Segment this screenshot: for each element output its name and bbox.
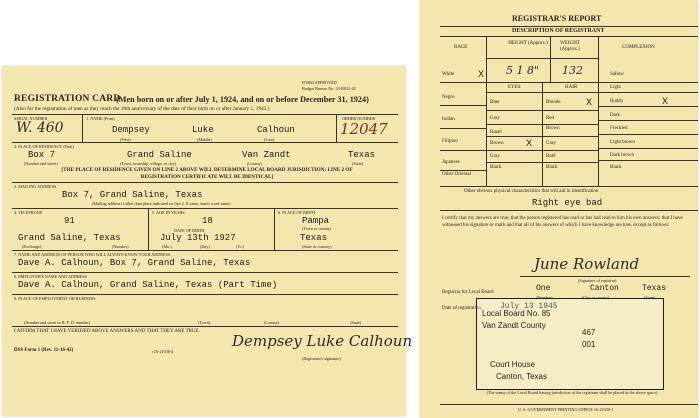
birthplace-label: 6. PLACE OF BIRTH bbox=[278, 210, 316, 215]
height-header: HEIGHT (Approx.) bbox=[508, 41, 548, 46]
residence-state: Texas bbox=[348, 150, 376, 160]
complexion-header: COMPLEXION bbox=[622, 45, 655, 50]
registrars-report-back bbox=[420, 0, 698, 418]
mailing-label: 3. MAILING ADDRESS bbox=[14, 184, 57, 189]
board-caption-number: (Number) bbox=[536, 295, 553, 300]
race-white: White bbox=[442, 72, 455, 77]
telephone-label: 4. TELEPHONE bbox=[14, 210, 43, 215]
complexion-light: Light bbox=[610, 85, 621, 90]
hair-red: Red bbox=[546, 116, 555, 121]
order-label: ORDER NUMBER bbox=[342, 116, 376, 121]
birthplace-caption-town: (Town or county) bbox=[302, 226, 332, 231]
date-label: Date of registration bbox=[442, 306, 481, 311]
birthplace-state: Texas bbox=[300, 233, 328, 243]
dob-caption-day: (Day) bbox=[200, 244, 210, 249]
telephone-value: 91 bbox=[64, 216, 75, 226]
race-filipino: Filipino bbox=[442, 139, 458, 144]
board-city: Canton bbox=[590, 284, 619, 293]
employment-caption-street: (Number and street or R. F. D. number) bbox=[24, 320, 91, 325]
serial-label: SERIAL NUMBER bbox=[14, 116, 48, 121]
registrar-for-label: Registrar for Local Board bbox=[442, 290, 494, 295]
eyes-brown-mark: X bbox=[526, 138, 533, 148]
complexion-dark-brown: Dark brown bbox=[610, 153, 635, 158]
report-title: REGISTRAR'S REPORT bbox=[512, 14, 602, 23]
stamp-court-house: Court House bbox=[490, 360, 535, 369]
eyes-black: Black bbox=[490, 165, 502, 170]
hair-header: HAIR bbox=[565, 85, 578, 90]
dob-value: July 13th 1927 bbox=[160, 233, 236, 243]
complexion-sallow: Sallow bbox=[610, 72, 624, 77]
complexion-dark: Dark bbox=[610, 113, 620, 118]
race-white-mark: X bbox=[478, 69, 485, 79]
hair-gray: Gray bbox=[546, 141, 556, 146]
residence-town: Grand Saline bbox=[127, 150, 192, 160]
birthplace-caption-state: (State or country) bbox=[302, 244, 332, 249]
card-subtitle: (Men born on or after July 1, 1924, and on or before December 31, 1924) bbox=[116, 95, 369, 104]
card-title: REGISTRATION CARD bbox=[14, 94, 121, 104]
eyes-brown: Brown bbox=[490, 141, 504, 146]
date-value: July 13 1945 bbox=[500, 302, 558, 311]
complexion-ruddy-mark: X bbox=[662, 96, 669, 106]
hair-brown: Brown bbox=[546, 126, 560, 131]
stamp-code-2: 001 bbox=[582, 340, 596, 349]
order-value: 12047 bbox=[340, 120, 388, 138]
first-name: Dempsey bbox=[112, 125, 150, 135]
weight-value: 132 bbox=[562, 64, 583, 77]
eyes-gray-2: Gray bbox=[490, 154, 500, 159]
race-negro: Negro bbox=[442, 95, 455, 100]
eyes-header: EYES bbox=[508, 85, 521, 90]
hair-bald: Bald bbox=[546, 154, 556, 159]
race-japanese: Japanese bbox=[442, 160, 460, 165]
mailing-caption: (Mailing address if other than place indicated on line 2. If same, insert word same) bbox=[92, 201, 231, 206]
registration-card-front bbox=[2, 66, 413, 416]
birthplace-town: Pampa bbox=[302, 216, 330, 226]
telephone-caption-number: (Number) bbox=[112, 244, 129, 249]
eyes-hazel: Hazel bbox=[490, 130, 502, 135]
weight-header: WEIGHT (Approx.) bbox=[560, 41, 580, 52]
employment-caption-county: (County) bbox=[264, 320, 280, 325]
certify-text: I certify that my answers are true; that the person registered has read or has had read to him his own answers; that I have witnessed his signature or mark and that all of his answers of which I have knowledge are true, except as follows: bbox=[442, 216, 683, 228]
residence-county: Van Zandt bbox=[242, 150, 291, 160]
form-id: DSS Form 1 (Rev. 11-16-42) bbox=[14, 348, 74, 353]
employment-label: 9. PLACE OF EMPLOYMENT OR BUSINESS bbox=[14, 296, 96, 301]
dob-caption-month: (Mo.) bbox=[162, 244, 172, 249]
middle-name: Luke bbox=[192, 125, 214, 135]
contact-label: 7. NAME AND ADDRESS OF PERSON WHO WILL ALWAYS KNOW YOUR ADDRESS bbox=[14, 252, 171, 257]
hair-blonde: Blonde bbox=[546, 100, 561, 105]
serial-value: W. 460 bbox=[16, 120, 64, 136]
stamp-caption: (The stamp of the Local Board having jurisdiction of the registrant shall be placed in the above space) bbox=[486, 390, 658, 395]
affirm-statement: I AFFIRM THAT I HAVE VERIFIED ABOVE ANSWERS AND THAT THEY ARE TRUE. bbox=[14, 329, 200, 334]
residence-caption-state: (State) bbox=[352, 161, 364, 166]
employer-label: 8. EMPLOYER'S NAME AND ADDRESS bbox=[14, 274, 87, 279]
form-approved-label: FORM APPROVED bbox=[302, 80, 337, 85]
dob-caption-year: (Yr.) bbox=[236, 244, 245, 249]
race-indian: Indian bbox=[442, 117, 455, 122]
residence-label: 2. PLACE OF RESIDENCE (Print) bbox=[14, 144, 74, 149]
card-subtitle-2: (Also for the registration of men as they reach the 18th anniversary of the date of their birth on or after January 1, 1943.) bbox=[14, 106, 270, 112]
telephone-exchange: Grand Saline, Texas bbox=[18, 233, 121, 243]
complexion-black: Black bbox=[610, 165, 622, 170]
print-code: c16-21630-4 bbox=[152, 349, 174, 354]
residence-caption-town: (Town, township, village, or city) bbox=[120, 161, 177, 166]
board-caption-city: (City or county) bbox=[582, 295, 609, 300]
contact-value: Dave A. Calhoun, Box 7, Grand Saline, Texas bbox=[18, 258, 251, 268]
registrant-signature: Dempsey Luke Calhoun bbox=[232, 332, 413, 350]
printing-office-footer: U. S. GOVERNMENT PRINTING OFFICE 16-21630-1 bbox=[518, 407, 614, 412]
board-state: Texas bbox=[642, 284, 667, 293]
mailing-value: Box 7, Grand Saline, Texas bbox=[62, 190, 203, 200]
dob-label: DATE OF BIRTH bbox=[174, 228, 205, 233]
employment-caption-state: (State) bbox=[350, 320, 362, 325]
stamp-code-1: 467 bbox=[582, 328, 596, 337]
stamp-city: Canton, Texas bbox=[496, 372, 547, 381]
stamp-county: Van Zandt County bbox=[482, 321, 546, 330]
description-title: DESCRIPTION OF REGISTRANT bbox=[512, 28, 605, 34]
stamp-board-number: Local Board No. 85 bbox=[482, 309, 551, 318]
middle-caption: (Middle) bbox=[197, 137, 212, 142]
height-value: 5 1 8" bbox=[506, 64, 540, 77]
board-caption-state: (State) bbox=[644, 295, 656, 300]
residence-number: Box 7 bbox=[28, 150, 56, 160]
board-number: One bbox=[536, 284, 551, 293]
jurisdiction-note: [THE PLACE OF RESIDENCE GIVEN ON LINE 2 ABOVE WILL DETERMINE LOCAL BOARD JURISDICTION; LINE 2 OF REGISTRATION CERTIFICATE WILL BE IDENTICAL] bbox=[61, 167, 353, 180]
budget-bureau-label: Budget Bureau No. 33-R012-42 bbox=[302, 86, 356, 91]
age-label: 5. AGE IN YEARS bbox=[152, 210, 185, 215]
race-header: RACE bbox=[454, 45, 468, 50]
race-other-oriental: Other Oriental bbox=[442, 172, 472, 177]
registrar-signature: June Rowland bbox=[534, 255, 640, 273]
registrar-signature-caption: (Signature of registrar) bbox=[578, 278, 617, 283]
first-caption: (First) bbox=[120, 137, 131, 142]
last-name: Calhoun bbox=[257, 125, 295, 135]
employer-value: Dave A. Calhoun, Grand Saline, Texas (Part Time) bbox=[18, 280, 278, 290]
residence-caption-street: (Number and street) bbox=[24, 161, 58, 166]
identification-value: Right eye bad bbox=[532, 198, 603, 208]
complexion-ruddy: Ruddy bbox=[610, 99, 624, 104]
complexion-light-brown: Light brown bbox=[610, 140, 635, 145]
complexion-freckled: Freckled bbox=[610, 126, 628, 131]
hair-black: Black bbox=[546, 165, 558, 170]
employment-caption-town: (Town) bbox=[198, 320, 211, 325]
signature-caption: (Registrant's signature) bbox=[302, 356, 341, 361]
eyes-gray: Gray bbox=[490, 116, 500, 121]
name-label: 1. NAME (Print) bbox=[86, 116, 115, 121]
telephone-caption-exchange: (Exchange) bbox=[22, 244, 42, 249]
last-caption: (Last) bbox=[264, 137, 274, 142]
identification-label: Other obvious physical characteristics that will aid in identification bbox=[464, 189, 599, 194]
eyes-blue: Blue bbox=[490, 100, 500, 105]
residence-caption-county: (County) bbox=[247, 161, 263, 166]
hair-blonde-mark: X bbox=[586, 97, 593, 107]
age-value: 18 bbox=[202, 216, 213, 226]
